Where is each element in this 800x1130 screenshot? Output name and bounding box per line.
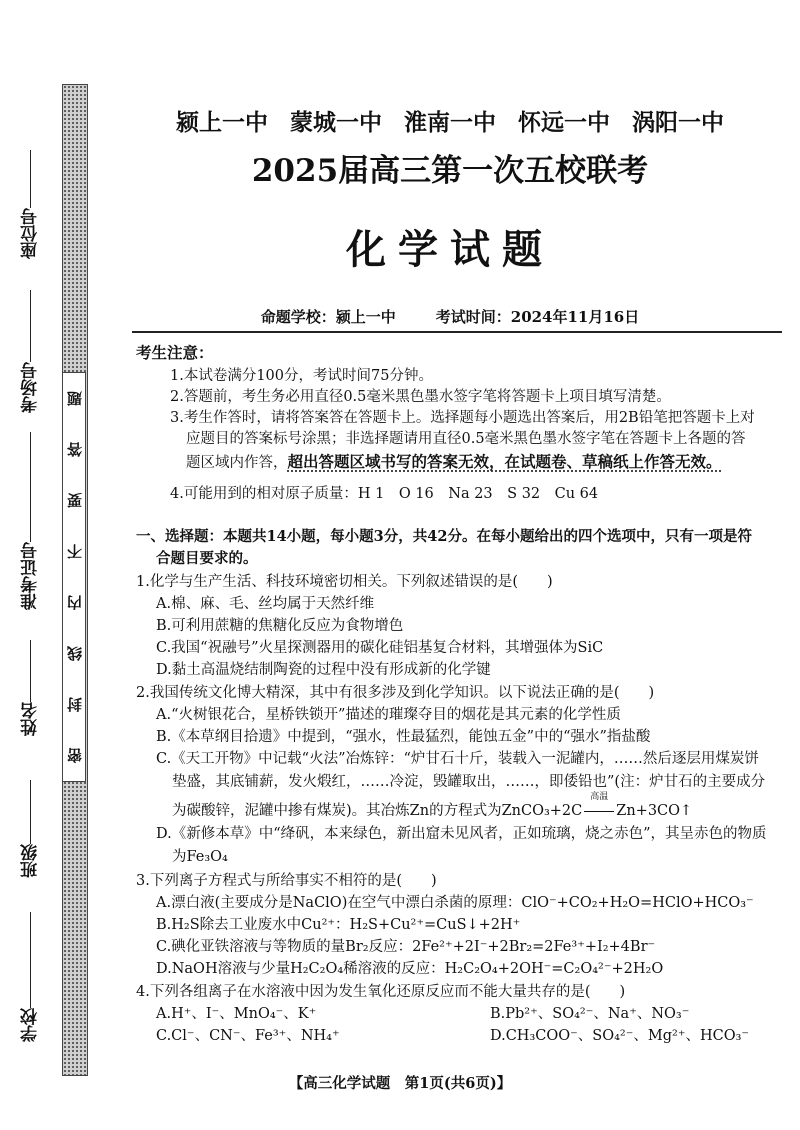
school-field [6,912,54,1042]
option-c-text: 为碳酸锌，泥罐中掺有煤炭)。其冶炼Zn的方程式为ZnCO₃+2C [172,803,583,819]
option-b: B.Pb²⁺、SO₄²⁻、Na⁺、NO₃⁻ [490,1006,690,1022]
page-footer: 【高三化学试题 第1页(共6页)】 [288,1075,512,1092]
reaction-condition: 高温 [590,792,609,802]
option-d: D.黏土高温烧结制陶瓷的过程中没有形成新的化学键 [156,662,491,678]
option-d: D.《新修本草》中“绛矾，本来绿色，新出窟未见风者，正如琉璃，烧之赤色”，其呈赤色的物质 [156,826,767,842]
ticket-label: 准考证号 [20,542,41,610]
section-heading: 合题目要求的。 [156,550,258,567]
ticket-line [30,432,31,542]
exam-title: 2025届高三第一次五校联考 [251,153,649,189]
school-line [30,912,31,1008]
option-a: A.漂白液(主要成分是NaClO)在空气中漂白杀菌的原理：ClO⁻+CO₂+H₂O=HClO+HCO₃⁻ [156,895,754,911]
name-label: 姓名 [20,702,41,736]
option-c-cont [172,792,693,820]
option-d-cont: 为Fe₃O₄ [172,849,228,865]
seat-field [6,150,54,259]
option-a: A.棉、麻、毛、丝均属于天然纤维 [156,596,375,612]
option-c: C.《天工开物》中记载“火法”冶炼锌：“炉甘石十斤，装载入一泥罐内，……然后逐层用煤炭饼 [156,751,759,767]
header-divider [132,331,782,333]
notice-item: 4.可能用到的相对原子质量：H 1 O 16 Na 23 S 32 Cu 64 [170,486,599,502]
seal-char: 答 [65,442,84,457]
ticket-field [6,432,54,610]
seat-label: 座位号 [20,208,41,259]
notice-item [186,453,722,472]
notice-item: 1.本试卷满分100分，考试时间75分钟。 [170,368,433,384]
subject-title: 化学试题 [346,227,554,273]
option-c-cont: 垫盛，其底铺薪，发火煅红，……冷淀，毁罐取出，……，即倭铅也”(注：炉甘石的主要成分 [172,774,766,790]
school-label: 学校 [20,1008,41,1042]
option-a: A.H⁺、I⁻、MnO₄⁻、K⁺ [156,1006,317,1022]
seal-char: 内 [65,595,84,610]
option-a: A.“火树银花合，星桥铁锁开”描述的璀璨夺目的烟花是其元素的化学性质 [156,707,621,723]
notice-title: 考生注意： [136,344,214,362]
option-b: B.《本草纲目拾遗》中提到，“强水，性最猛烈，能蚀五金”中的“强水”指盐酸 [156,729,651,745]
option-c: C.Cl⁻、CN⁻、Fe³⁺、NH₄⁺ [156,1028,340,1044]
option-d: D.NaOH溶液与少量H₂C₂O₄稀溶液的反应：H₂C₂O₄+2OH⁻=C₂O₄²⁻+2H₂O [156,961,664,977]
notice-item: 应题目的答案标号涂黑；非选择题请用直径0.5毫米黑色墨水签字笔在答题卡上各题的答 [186,431,746,447]
seat-line [30,150,31,208]
option-c: C.碘化亚铁溶液与等物质的量Br₂反应：2Fe²⁺+2I⁻+2Br₂=2Fe³⁺+I₂+4Br⁻ [156,939,656,955]
seal-char: 密 [65,748,84,763]
reaction-arrow [582,792,616,820]
question-stem: 4.下列各组离子在水溶液中因为发生氧化还原反应而不能大量共存的是( ) [136,984,626,1000]
option-b: B.H₂S除去工业废水中Cu²⁺：H₂S+Cu²⁺=CuS↓+2H⁺ [156,917,521,933]
option-c-product: Zn+3CO↑ [616,803,693,819]
notice-item: 3.考生作答时，请将答案答在答题卡上。选择题每小题选出答案后，用2B铅笔把答题卡上对 [170,410,755,426]
seal-char: 要 [65,493,84,508]
notice-emphasis: 超出答题区域书写的答案无效，在试题卷、草稿纸上作答无效。 [287,453,722,471]
equals-bar [584,811,614,812]
name-line [30,640,31,702]
option-b: B.可利用蔗糖的焦糖化反应为食物增色 [156,618,404,634]
exam-date: 考试时间：2024年11月16日 [435,308,640,326]
exam-room-line [30,290,31,362]
option-c: C.我国“祝融号”火星探测器用的碳化硅铝基复合材料，其增强体为SiC [156,640,604,656]
seal-char: 线 [65,646,84,661]
seal-char: 不 [65,544,84,559]
name-field [6,640,54,736]
class-label: 班级 [20,844,41,878]
section-heading: 一、选择题：本题共14小题，每小题3分，共42分。在每小题给出的四个选项中，只有一项是符 [136,528,752,545]
question-stem: 3.下列离子方程式与所给事实不相符的是( ) [136,873,437,889]
exam-room-field [6,290,54,413]
seal-char: 封 [65,697,84,712]
class-field [6,780,54,878]
exam-room-label: 考场号 [20,362,41,413]
question-stem: 1.化学与生产生活、科技环境密切相关。下列叙述错误的是( ) [136,574,553,590]
exam-meta [140,306,760,327]
setter: 命题学校：颍上一中 [260,308,396,326]
option-d: D.CH₃COO⁻、SO₄²⁻、Mg²⁺、HCO₃⁻ [490,1028,750,1044]
schools-line: 颍上一中 蒙城一中 淮南一中 怀远一中 涡阳一中 [175,110,725,136]
seal-warning [62,372,86,782]
seal-char: 题 [65,391,84,406]
notice-text: 题区域内作答， [186,455,288,471]
class-line [30,780,31,844]
notice-item: 2.答题前，考生务必用直径0.5毫米黑色墨水签字笔将答题卡上项目填写清楚。 [170,389,671,405]
question-stem: 2.我国传统文化博大精深，其中有很多涉及到化学知识。以下说法正确的是( ) [136,685,655,701]
